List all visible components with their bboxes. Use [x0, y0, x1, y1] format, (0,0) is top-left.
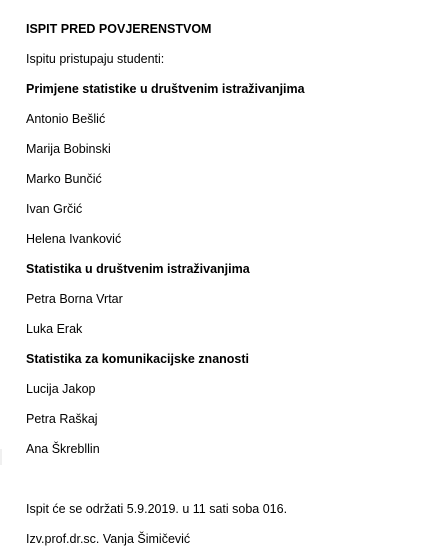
- document-heading: ISPIT PRED POVJERENSTVOM: [26, 22, 212, 36]
- student-name: Antonio Bešlić: [26, 112, 106, 126]
- student-name: Petra Raškaj: [26, 412, 98, 426]
- student-name: Lucija Jakop: [26, 382, 96, 396]
- student-name: Marko Bunčić: [26, 172, 102, 186]
- signature: Izv.prof.dr.sc. Vanja Šimičević: [26, 532, 191, 546]
- student-name: Petra Borna Vrtar: [26, 292, 123, 306]
- intro-text: Ispitu pristupaju studenti:: [26, 52, 165, 66]
- student-name: Ana Škrebllin: [26, 442, 100, 456]
- student-name: Helena Ivanković: [26, 232, 122, 246]
- student-name: Ivan Grčić: [26, 202, 83, 216]
- exam-info: Ispit će se održati 5.9.2019. u 11 sati soba 016.: [26, 502, 288, 516]
- course-title: Statistika u društvenim istraživanjima: [26, 262, 250, 276]
- student-name: Luka Erak: [26, 322, 83, 336]
- course-title: Statistika za komunikacijske znanosti: [26, 352, 249, 366]
- page-edge-divider: [0, 449, 2, 465]
- student-name: Marija Bobinski: [26, 142, 111, 156]
- course-title: Primjene statistike u društvenim istraživanjima: [26, 82, 305, 96]
